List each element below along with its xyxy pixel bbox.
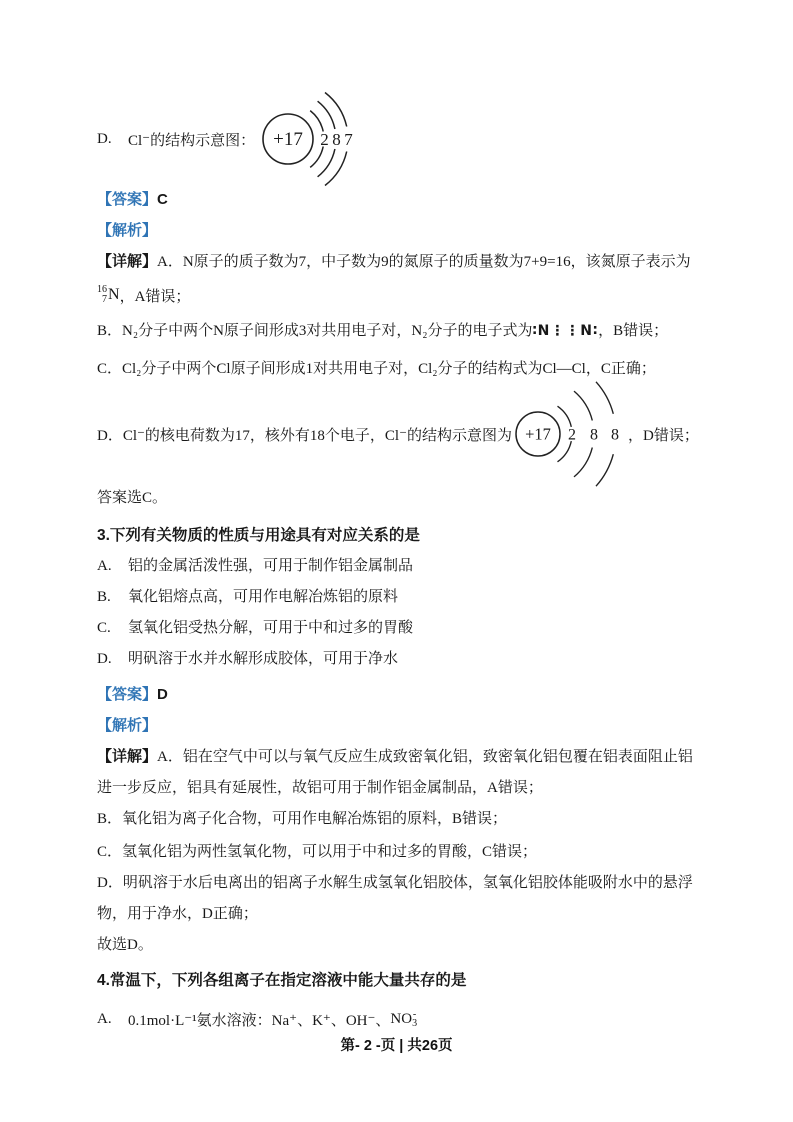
detail-text: B．氧化铝为离子化合物，可用作电解冶炼铝的原料，B错误； xyxy=(97,811,508,827)
option-label: A. xyxy=(97,1010,112,1027)
q2-detail-a-line2 xyxy=(97,278,705,312)
option-label: B. xyxy=(97,589,111,605)
nuclide-symbol xyxy=(97,285,120,305)
detail-text: C．氢氧化铝为两性氢氧化物，可以用于中和过多的胃酸，C错误； xyxy=(97,844,538,860)
option-text: 氧化铝熔点高，可用作电解冶炼铝的原料 xyxy=(128,589,399,605)
detail-text: A．N原子的质子数为7，中子数为9的氮原子的质量数为7+9=16，该氮原子表示为 xyxy=(157,254,691,270)
conclusion-text: 故选D。 xyxy=(97,937,153,953)
answer-label: 【答案】 xyxy=(97,687,158,703)
answer-label: 【答案】 xyxy=(97,192,158,208)
q4-stem xyxy=(97,965,705,996)
q3-option-c xyxy=(97,613,705,644)
option-label: D. xyxy=(97,651,112,667)
q3-detail-c xyxy=(97,837,705,868)
atomic-structure-diagram-288-icon xyxy=(514,378,626,490)
detail-text: D．Cl⁻的核电荷数为17，核外有18个电子，Cl⁻的结构示意图为 xyxy=(97,427,513,444)
option-text: 明矾溶于水并水解形成胶体，可用于净水 xyxy=(128,651,399,667)
q2-answer-line xyxy=(97,184,705,216)
svg-text:8: 8 xyxy=(611,426,620,444)
svg-text:+17: +17 xyxy=(273,129,303,150)
q3-answer-line xyxy=(97,679,705,711)
q3-detail-a-line1 xyxy=(97,742,705,773)
detail-text: C．Cl₂分子中两个Cl原子间形成1对共用电子对，Cl₂分子的结构式为Cl—Cl，C正确； xyxy=(97,361,656,377)
option-text: Cl⁻的结构示意图： xyxy=(128,132,256,149)
q2-detail-d-line xyxy=(97,385,705,483)
svg-text:8: 8 xyxy=(590,426,599,444)
option-text: 铝的金属活泼性强，可用于制作铝金属制品 xyxy=(128,558,414,574)
q3-detail-b xyxy=(97,804,705,835)
detail-text: D．明矾溶于水后电离出的铝离子水解生成氢氧化铝胶体，氢氧化铝胶体能吸附水中的悬浮 xyxy=(97,875,693,891)
detail-text: B．N₂分子中两个N原子间形成3对共用电子对，N₂分子的电子式为 xyxy=(97,323,533,339)
element-symbol: N xyxy=(108,286,120,303)
q2-analysis-line xyxy=(97,216,705,247)
stem-text: 3.下列有关物质的性质与用途具有对应关系的是 xyxy=(97,527,420,544)
option-label: D. xyxy=(97,130,112,147)
page-number-footer xyxy=(0,1034,793,1055)
q3-detail-a-line2 xyxy=(97,773,705,804)
q3-option-a xyxy=(97,551,705,582)
svg-text:7: 7 xyxy=(344,130,353,149)
detail-label: 【详解】 xyxy=(97,254,158,270)
detail-text: ，D错误； xyxy=(628,427,699,444)
svg-text:2: 2 xyxy=(320,130,329,149)
answer-value: D xyxy=(157,686,168,703)
q3-option-d xyxy=(97,644,705,675)
q3-stem xyxy=(97,520,705,551)
q3-analysis-line xyxy=(97,711,705,742)
svg-text:+17: +17 xyxy=(525,424,551,444)
ion-superscript: - xyxy=(412,1009,417,1020)
detail-text: 物，用于净水，D正确； xyxy=(97,906,258,922)
ion-base: NO xyxy=(390,1010,413,1027)
detail-text: 进一步反应，铝具有延展性，故铝可用于制作铝金属制品，A错误； xyxy=(97,780,543,796)
detail-text: ，A错误； xyxy=(119,288,191,305)
detail-text: A．铝在空气中可以与氧气反应生成致密氧化铝，致密氧化铝包覆在铝表面阻止铝 xyxy=(157,749,693,765)
analysis-label: 【解析】 xyxy=(97,718,158,734)
atomic-structure-diagram-287-icon xyxy=(261,91,365,187)
detail-text: ，B错误； xyxy=(598,323,669,339)
nitrate-ion-charge xyxy=(412,1010,417,1028)
conclusion-text: 答案选C。 xyxy=(97,490,168,506)
svg-text:8: 8 xyxy=(332,130,341,149)
option-label: C. xyxy=(97,620,111,636)
option-text: 0.1mol·L⁻¹氨水溶液：Na⁺、K⁺、OH⁻、 xyxy=(128,1012,391,1029)
proton-number: 7 xyxy=(102,294,107,305)
answer-value: C xyxy=(157,191,168,208)
footer-text: 第- 2 -页 | 共26页 xyxy=(340,1038,453,1054)
detail-label: 【详解】 xyxy=(97,749,158,765)
option-text: 氢氧化铝受热分解，可用于中和过多的胃酸 xyxy=(128,620,414,636)
q2-detail-b-line xyxy=(97,316,705,347)
q2-option-d-line xyxy=(97,100,705,178)
ion-subscript: 3 xyxy=(412,1018,418,1029)
q3-option-b xyxy=(97,582,705,613)
svg-text:2: 2 xyxy=(568,426,577,444)
q3-detail-d-line2 xyxy=(97,899,705,930)
q3-conclusion xyxy=(97,930,705,961)
mass-number: 16 xyxy=(97,284,107,295)
option-label: A. xyxy=(97,558,112,574)
q2-detail-a-line1 xyxy=(97,247,705,278)
q3-detail-d-line1 xyxy=(97,868,705,899)
nuclide-numbers xyxy=(97,285,107,305)
electron-formula: ∶N⋮⋮N∶ xyxy=(532,323,599,339)
q4-option-a xyxy=(97,1002,705,1036)
stem-text: 4.常温下，下列各组离子在指定溶液中能大量共存的是 xyxy=(97,972,467,989)
analysis-label: 【解析】 xyxy=(97,223,158,239)
